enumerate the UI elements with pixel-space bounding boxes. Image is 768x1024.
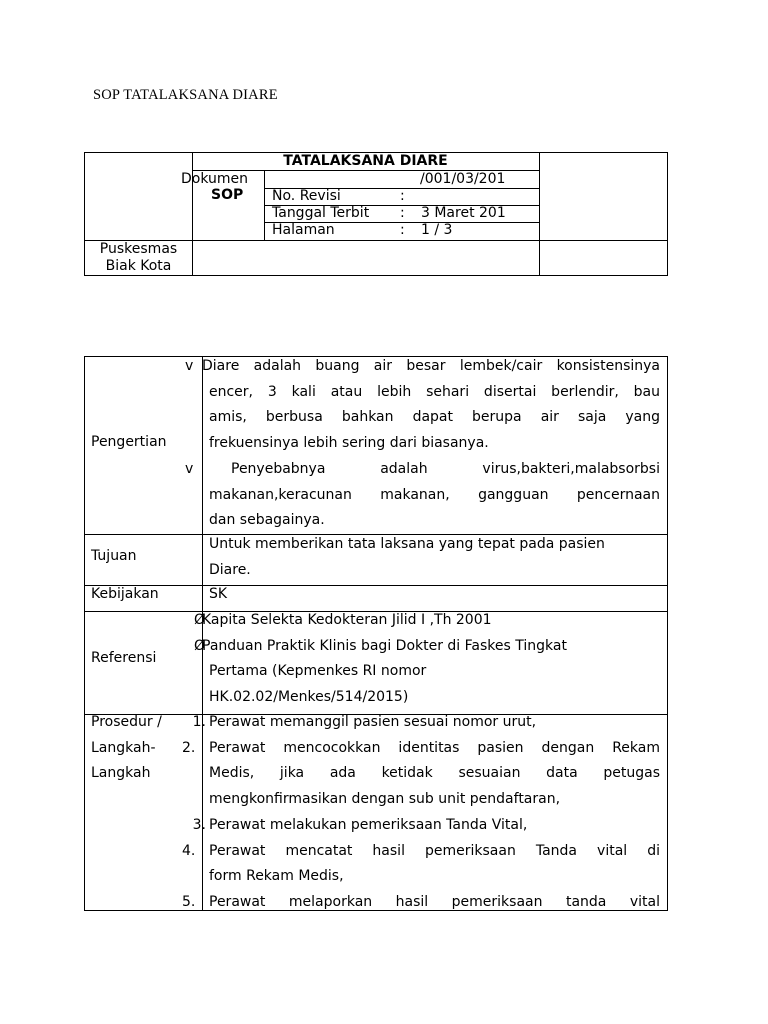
organization-name-line1: Puskesmas	[99, 241, 178, 257]
halaman-separator: :	[400, 222, 405, 238]
step-number: 3.	[192, 816, 206, 833]
tujuan-text: Diare.	[209, 561, 251, 578]
step-text: Perawat memanggil pasien sesuai nomor urut,	[209, 714, 537, 730]
pengertian-text: amis, berbusa bahkan dapat berupa air saja yang	[209, 409, 660, 426]
step-number: 4.	[182, 842, 196, 859]
terbit-separator: :	[400, 205, 405, 221]
pengertian-text: Penyebabnya adalah virus,bakteri,malabsorbsi	[231, 460, 660, 477]
pengertian-text: dan sebagainya.	[209, 512, 325, 529]
revisi-separator: :	[400, 188, 405, 204]
step-number: 5.	[182, 893, 196, 910]
bullet-marker: Ø	[193, 637, 205, 654]
step-text: Perawat mencocokkan identitas pasien dengan Rekam	[209, 739, 660, 756]
prosedur-label-line: Langkah	[91, 765, 151, 782]
pengertian-text: makanan,keracunan makanan, gangguan pencernaan	[209, 486, 660, 503]
bullet-marker: v	[185, 460, 194, 477]
bullet-marker: Ø	[193, 612, 205, 628]
bullet-marker: v	[185, 358, 194, 374]
pengertian-text: Diare adalah buang air besar lembek/cair konsistensinya	[202, 358, 660, 374]
step-number: 1.	[192, 714, 206, 730]
step-text: Perawat melakukan pemeriksaan Tanda Vital,	[209, 816, 528, 833]
sop-label: SOP	[211, 187, 244, 203]
referensi-text: Panduan Praktik Klinis bagi Dokter di Faskes Tingkat	[202, 637, 567, 654]
tujuan-content	[209, 532, 660, 583]
header-title: TATALAKSANA DIARE	[283, 153, 448, 169]
referensi-text: Kapita Selekta Kedokteran Jilid I ,Th 2001	[202, 612, 492, 628]
section-label-pengertian: Pengertian	[91, 434, 167, 450]
terbit-value: 3 Maret 201	[421, 205, 506, 221]
referensi-text: Pertama (Kepmenkes RI nomor	[209, 663, 427, 680]
step-number: 2.	[182, 739, 196, 756]
prosedur-label-line: Prosedur /	[91, 714, 162, 730]
referensi-text: HK.02.02/Menkes/514/2015)	[209, 689, 409, 706]
referensi-content	[193, 608, 660, 711]
pengertian-text: frekuensinya lebih sering dari biasanya.	[209, 435, 489, 452]
terbit-label: Tanggal Terbit	[272, 205, 370, 221]
section-label-tujuan: Tujuan	[91, 548, 137, 564]
header-divider	[539, 153, 540, 275]
kebijakan-value: SK	[209, 586, 228, 602]
prosedur-label-line: Langkah-	[91, 739, 156, 756]
document-title: SOP TATALAKSANA DIARE	[93, 87, 278, 103]
prosedur-content	[182, 710, 660, 916]
sop-header-table	[84, 152, 668, 276]
halaman-value: 1 / 3	[421, 222, 453, 238]
document-number: /001/03/201	[420, 171, 506, 187]
tujuan-text: Untuk memberikan tata laksana yang tepat pada pasien	[209, 536, 605, 552]
pengertian-content	[185, 354, 660, 534]
step-text: mengkonfirmasikan dengan sub unit pendaftaran,	[209, 791, 561, 808]
step-text: Perawat melaporkan hasil pemeriksaan tanda vital	[209, 893, 660, 910]
pengertian-text: encer, 3 kali atau lebih sehari disertai berlendir, bau	[209, 383, 660, 400]
step-text: Perawat mencatat hasil pemeriksaan Tanda vital di	[209, 842, 660, 859]
section-label-referensi: Referensi	[91, 650, 157, 666]
halaman-label: Halaman	[272, 222, 335, 238]
revisi-label: No. Revisi	[272, 188, 341, 204]
section-label-prosedur	[91, 710, 162, 787]
organization-name-line2: Biak Kota	[105, 258, 172, 274]
sop-content-table	[84, 356, 668, 911]
step-text: Medis, jika ada ketidak sesuaian data petugas	[209, 765, 660, 782]
section-label-kebijakan: Kebijakan	[91, 586, 159, 602]
step-text: form Rekam Medis,	[209, 868, 344, 885]
dokumen-label: Dokumen	[181, 171, 249, 187]
